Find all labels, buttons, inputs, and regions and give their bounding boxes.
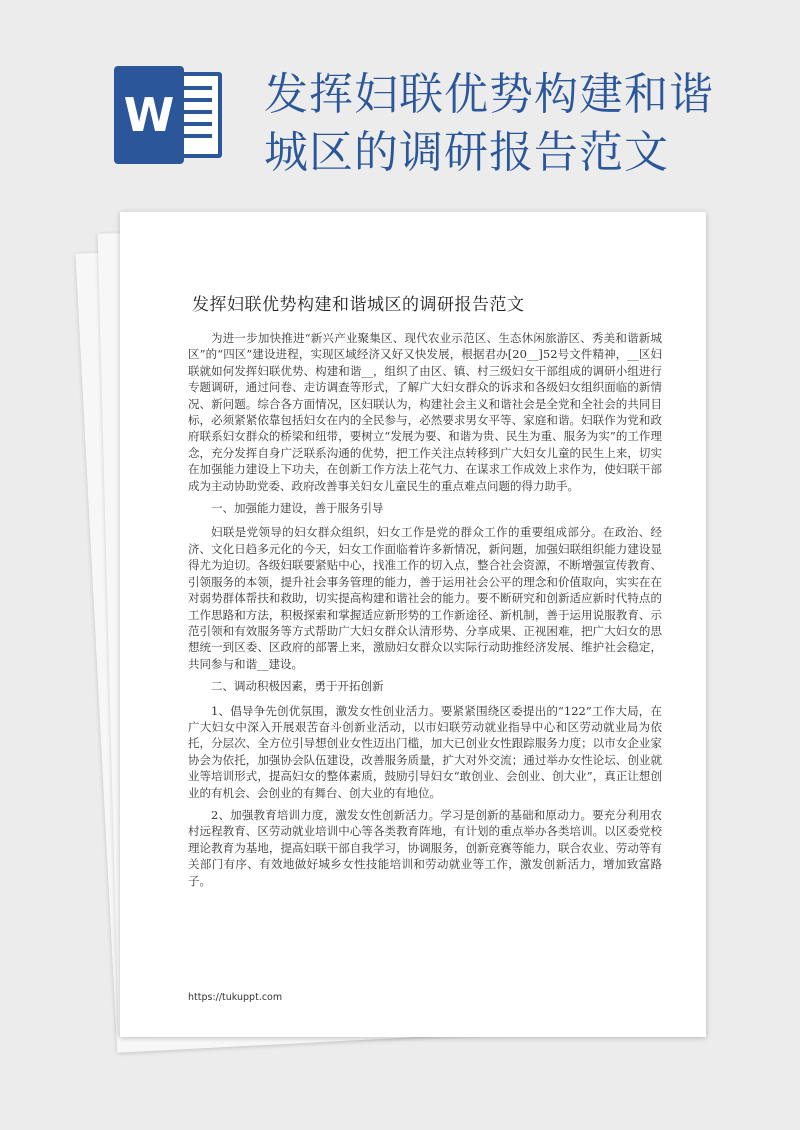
paragraph-item-1: 1、倡导争先创优氛围，激发女性创业活力。要紧紧围绕区委提出的“122”工作大局，在广大妇女中深入开展艰苦奋斗创新业活动，以市妇联劳动就业指导中心和区劳动就业局为依托，分层次、全方位引导想创业女性迈出门槛，加大已创业女性跟踪服务力度；以市女企业家协会为依托，加强协会队伍建设，改善服务质量，扩大对外交流；通过举办女性论坛、创业就业等培训形式，提高妇女的整体素质，鼓励引导妇女“敢创业、会创业、创大业”，真正让想创业的有机会、会创业的有舞台、创大业的有地位。 [188, 703, 662, 800]
footer-url[interactable]: https://tukuppt.com [188, 992, 283, 1003]
word-logo-icon [114, 66, 226, 164]
banner-title-line2: 城区的调研报告范文 [264, 127, 669, 178]
paragraph-intro: 为进一步加快推进“新兴产业聚集区、现代农业示范区、生态休闲旅游区、秀美和谐新城区”的“四区”建设进程，实现区域经济又好又快发展，根据君办[20__]52号文件精神，__区妇联就如何发挥妇联优势、构建和谐__，组织了由区、镇、村三级妇女干部组成的调研小组进行专题调研，通过问卷、走访调查等形式，了解广大妇女群众的诉求和各级妇女组织面临的新情况、新问题。综合各方面情况，区妇联认为，构建社会主义和谐社会是全党和全社会的共同目标，必须紧紧依靠包括妇女在内的全民参与，必然要求男女平等、家庭和谐。妇联作为党和政府联系妇女群众的桥梁和纽带，要树立“发展为要、和谐为贵、民生为重、服务为实”的工作理念，充分发挥自身广泛联系沟通的优势，把工作关注点转移到广大妇女儿童的民生上来，切实在加强能力建设上下功夫，在创新工作方法上花气力、在谋求工作成效上求作为，使妇联干部成为主动协助党委、政府改善事关妇女儿童民生的重点难点问题的得力助手。 [188, 331, 662, 493]
banner-title-line1: 发挥妇联优势构建和谐 [264, 69, 714, 120]
section-heading-1: 一、加强能力建设，善于服务引导 [211, 501, 384, 516]
document-title: 发挥妇联优势构建和谐城区的调研报告范文 [192, 295, 525, 315]
section-heading-2: 二、调动积极因素，勇于开拓创新 [211, 679, 384, 694]
banner [0, 0, 800, 200]
banner-title [264, 66, 764, 182]
paragraph-section-1: 妇联是党领导的妇女群众组织，妇女工作是党的群众工作的重要组成部分。在政治、经济、文化日趋多元化的今天，妇女工作面临着许多新情况，新问题，加强妇联组织能力建设显得尤为迫切。各级妇联要紧贴中心，找准工作的切入点，整合社会资源，不断增强宣传教育、引领服务的本领，提升社会事务管理的能力，善于运用社会公平的理念和价值取向，实实在在对弱势群体帮扶和救助，切实提高构建和谐社会的能力。要不断研究和创新适应新时代特点的工作思路和方法，积极探索和掌握适应新形势的工作新途径、新机制，善于运用说服教育、示范引领和有效服务等方式帮助广大妇女群众认清形势、分享成果、正视困难，把广大妇女的思想统一到区委、区政府的部署上来，激励妇女群众以实际行动助推经济发展、维护社会稳定，共同参与和谐__建设。 [188, 525, 662, 671]
document-body [188, 330, 662, 895]
paragraph-item-2: 2、加强教育培训力度，激发女性创新活力。学习是创新的基础和原动力。要充分利用农村远程教育、区劳动就业培训中心等各类教育阵地，有计划的重点举办各类培训。以区委党校理论教育为基地，提高妇联干部自我学习，协调服务，创新竞赛等能力，联合农业、劳动等有关部门有序、有效地做好城乡女性技能培训和劳动就业等工作，激发创新活力，增加致富路子。 [188, 807, 662, 888]
document-page [120, 212, 706, 1037]
word-badge: W [114, 66, 184, 164]
